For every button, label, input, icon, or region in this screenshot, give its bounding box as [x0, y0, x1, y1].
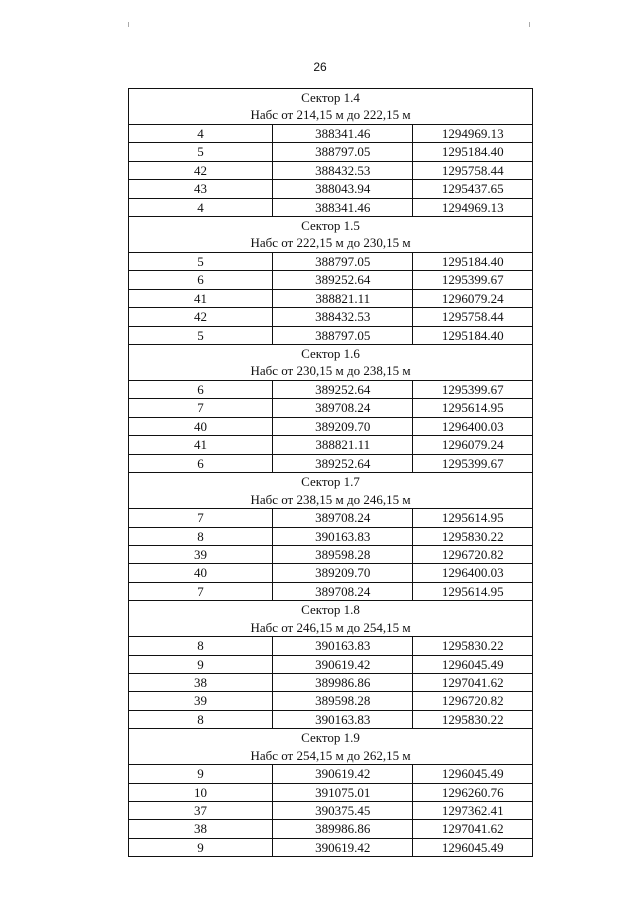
x-coordinate-cell: 390163.83	[273, 710, 413, 728]
sector-header-cell	[129, 89, 533, 125]
point-number-cell: 41	[129, 289, 273, 307]
sector-header-cell	[129, 601, 533, 637]
table-row	[129, 399, 533, 417]
point-number-cell: 40	[129, 564, 273, 582]
x-coordinate-cell: 388821.11	[273, 436, 413, 454]
x-coordinate-cell: 389598.28	[273, 545, 413, 563]
table-row	[129, 143, 533, 161]
x-coordinate-cell: 388797.05	[273, 143, 413, 161]
y-coordinate-cell: 1295758.44	[413, 308, 533, 326]
x-coordinate-cell: 389252.64	[273, 271, 413, 289]
sector-elevation-range: Набс от 222,15 м до 230,15 м	[250, 235, 411, 251]
sector-header-cell	[129, 729, 533, 765]
point-number-cell: 6	[129, 454, 273, 472]
sector-header-row	[129, 89, 533, 125]
point-number-cell: 4	[129, 125, 273, 143]
x-coordinate-cell: 390619.42	[273, 838, 413, 856]
table-row	[129, 801, 533, 819]
sector-title: Сектор 1.8	[301, 602, 360, 618]
y-coordinate-cell: 1295399.67	[413, 271, 533, 289]
x-coordinate-cell: 390163.83	[273, 527, 413, 545]
x-coordinate-cell: 391075.01	[273, 783, 413, 801]
point-number-cell: 4	[129, 198, 273, 216]
sector-header-row	[129, 601, 533, 637]
sector-title: Сектор 1.7	[301, 474, 360, 490]
table-row	[129, 692, 533, 710]
table-row	[129, 509, 533, 527]
y-coordinate-cell: 1295758.44	[413, 161, 533, 179]
table-row	[129, 545, 533, 563]
sector-elevation-range: Набс от 230,15 м до 238,15 м	[250, 363, 411, 379]
y-coordinate-cell: 1296045.49	[413, 655, 533, 673]
y-coordinate-cell: 1297362.41	[413, 801, 533, 819]
sector-elevation-range: Набс от 254,15 м до 262,15 м	[250, 747, 411, 763]
table-row	[129, 765, 533, 783]
x-coordinate-cell: 388797.05	[273, 326, 413, 344]
point-number-cell: 9	[129, 765, 273, 783]
table-row	[129, 820, 533, 838]
table-row	[129, 637, 533, 655]
table-row	[129, 655, 533, 673]
x-coordinate-cell: 390375.45	[273, 801, 413, 819]
y-coordinate-cell: 1297041.62	[413, 820, 533, 838]
table-row	[129, 454, 533, 472]
y-coordinate-cell: 1296079.24	[413, 436, 533, 454]
x-coordinate-cell: 388341.46	[273, 125, 413, 143]
x-coordinate-cell: 388821.11	[273, 289, 413, 307]
table-row	[129, 326, 533, 344]
y-coordinate-cell: 1296400.03	[413, 564, 533, 582]
point-number-cell: 39	[129, 692, 273, 710]
y-coordinate-cell: 1296720.82	[413, 545, 533, 563]
table-row	[129, 564, 533, 582]
x-coordinate-cell: 388043.94	[273, 180, 413, 198]
point-number-cell: 42	[129, 161, 273, 179]
point-number-cell: 5	[129, 143, 273, 161]
point-number-cell: 8	[129, 637, 273, 655]
table-row	[129, 436, 533, 454]
table-row	[129, 381, 533, 399]
point-number-cell: 9	[129, 838, 273, 856]
point-number-cell: 42	[129, 308, 273, 326]
y-coordinate-cell: 1296260.76	[413, 783, 533, 801]
y-coordinate-cell: 1295614.95	[413, 399, 533, 417]
point-number-cell: 5	[129, 253, 273, 271]
point-number-cell: 41	[129, 436, 273, 454]
sector-header-cell	[129, 473, 533, 509]
x-coordinate-cell: 389209.70	[273, 564, 413, 582]
point-number-cell: 9	[129, 655, 273, 673]
y-coordinate-cell: 1296045.49	[413, 765, 533, 783]
table-row	[129, 838, 533, 856]
table-row	[129, 161, 533, 179]
sector-header-row	[129, 345, 533, 381]
y-coordinate-cell: 1295184.40	[413, 143, 533, 161]
sector-elevation-range: Набс от 214,15 м до 222,15 м	[250, 107, 411, 123]
y-coordinate-cell: 1295399.67	[413, 381, 533, 399]
y-coordinate-cell: 1295614.95	[413, 509, 533, 527]
point-number-cell: 39	[129, 545, 273, 563]
point-number-cell: 5	[129, 326, 273, 344]
sector-title: Сектор 1.4	[301, 90, 360, 105]
point-number-cell: 38	[129, 673, 273, 691]
x-coordinate-cell: 389708.24	[273, 399, 413, 417]
x-coordinate-cell: 390163.83	[273, 637, 413, 655]
y-coordinate-cell: 1295399.67	[413, 454, 533, 472]
table-row	[129, 198, 533, 216]
y-coordinate-cell: 1295830.22	[413, 637, 533, 655]
y-coordinate-cell: 1296400.03	[413, 417, 533, 435]
x-coordinate-cell: 389708.24	[273, 582, 413, 600]
y-coordinate-cell: 1295184.40	[413, 253, 533, 271]
table-row	[129, 180, 533, 198]
x-coordinate-cell: 389598.28	[273, 692, 413, 710]
table-row	[129, 783, 533, 801]
x-coordinate-cell: 388432.53	[273, 161, 413, 179]
sector-header-row	[129, 729, 533, 765]
point-number-cell: 6	[129, 381, 273, 399]
table-row	[129, 417, 533, 435]
scan-mark-left	[128, 22, 129, 27]
page-number: 26	[313, 60, 327, 74]
table-row	[129, 582, 533, 600]
sector-title: Сектор 1.6	[301, 346, 360, 362]
point-number-cell: 6	[129, 271, 273, 289]
sector-header-row	[129, 217, 533, 253]
table-row	[129, 710, 533, 728]
x-coordinate-cell: 389209.70	[273, 417, 413, 435]
point-number-cell: 7	[129, 509, 273, 527]
y-coordinate-cell: 1294969.13	[413, 198, 533, 216]
x-coordinate-cell: 390619.42	[273, 765, 413, 783]
point-number-cell: 7	[129, 582, 273, 600]
x-coordinate-cell: 389252.64	[273, 381, 413, 399]
sector-elevation-range: Набс от 238,15 м до 246,15 м	[250, 491, 411, 507]
x-coordinate-cell: 389986.86	[273, 820, 413, 838]
sector-elevation-range: Набс от 246,15 м до 254,15 м	[250, 619, 411, 635]
coordinates-table-body	[129, 89, 533, 857]
point-number-cell: 7	[129, 399, 273, 417]
coordinates-table	[128, 88, 533, 857]
table-row	[129, 527, 533, 545]
point-number-cell: 37	[129, 801, 273, 819]
point-number-cell: 38	[129, 820, 273, 838]
x-coordinate-cell: 389986.86	[273, 673, 413, 691]
table-row	[129, 289, 533, 307]
sector-title: Сектор 1.9	[301, 730, 360, 746]
sector-header-row	[129, 473, 533, 509]
point-number-cell: 40	[129, 417, 273, 435]
x-coordinate-cell: 388432.53	[273, 308, 413, 326]
x-coordinate-cell: 389708.24	[273, 509, 413, 527]
point-number-cell: 8	[129, 527, 273, 545]
sector-title: Сектор 1.5	[301, 218, 360, 234]
y-coordinate-cell: 1296045.49	[413, 838, 533, 856]
y-coordinate-cell: 1296720.82	[413, 692, 533, 710]
sector-header-cell	[129, 217, 533, 253]
y-coordinate-cell: 1295830.22	[413, 527, 533, 545]
table-row	[129, 673, 533, 691]
y-coordinate-cell: 1295437.65	[413, 180, 533, 198]
y-coordinate-cell: 1295830.22	[413, 710, 533, 728]
point-number-cell: 10	[129, 783, 273, 801]
table-row	[129, 253, 533, 271]
table-row	[129, 125, 533, 143]
scan-mark-right	[529, 22, 530, 27]
point-number-cell: 8	[129, 710, 273, 728]
y-coordinate-cell: 1295614.95	[413, 582, 533, 600]
sector-header-cell	[129, 345, 533, 381]
x-coordinate-cell: 388341.46	[273, 198, 413, 216]
table-row	[129, 308, 533, 326]
x-coordinate-cell: 389252.64	[273, 454, 413, 472]
x-coordinate-cell: 390619.42	[273, 655, 413, 673]
x-coordinate-cell: 388797.05	[273, 253, 413, 271]
y-coordinate-cell: 1295184.40	[413, 326, 533, 344]
point-number-cell: 43	[129, 180, 273, 198]
table-row	[129, 271, 533, 289]
y-coordinate-cell: 1297041.62	[413, 673, 533, 691]
y-coordinate-cell: 1296079.24	[413, 289, 533, 307]
y-coordinate-cell: 1294969.13	[413, 125, 533, 143]
